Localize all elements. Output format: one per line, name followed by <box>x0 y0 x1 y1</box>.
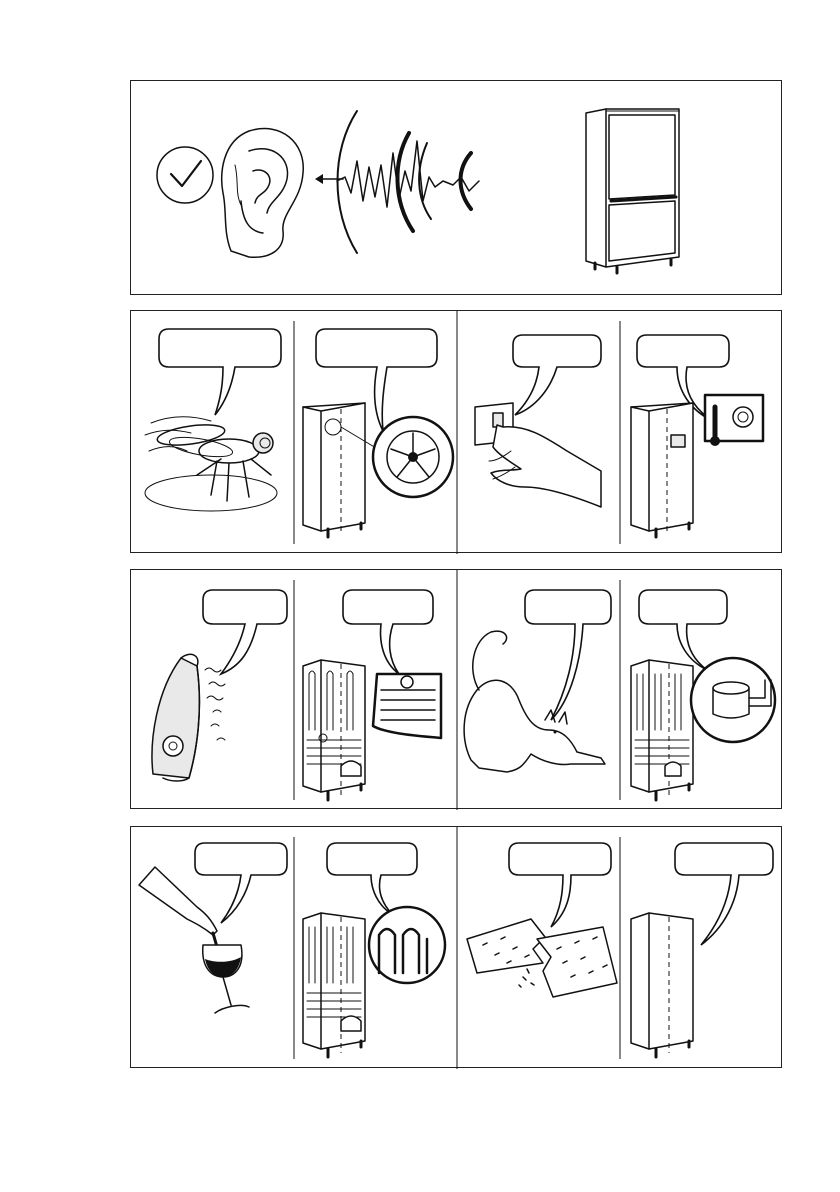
speech-bubble-crack-cracker <box>509 843 611 927</box>
arrow-left-icon <box>315 174 343 184</box>
sound-panel-row-3 <box>130 826 782 1068</box>
hand-switch-icon <box>475 335 601 507</box>
ear-icon <box>222 129 304 258</box>
cracker-icon <box>467 843 617 997</box>
speech-bubble-stretch-compressor <box>639 590 727 670</box>
fly-icon <box>145 329 281 511</box>
speech-bubble-hiss-iron <box>203 590 287 674</box>
intro-panel <box>130 80 782 295</box>
speech-bubble-stretch-cat <box>525 590 611 720</box>
fridge-compressor-detail-icon <box>631 590 775 800</box>
row-2-illustrations <box>131 570 783 810</box>
row-1-illustrations <box>131 311 783 554</box>
speech-bubble-gurgle-wine <box>195 843 287 923</box>
sound-panel-row-2 <box>130 569 782 809</box>
steam-iron-icon <box>152 590 287 781</box>
sound-panel-row-1 <box>130 310 782 553</box>
speech-bubble-buzz-fly <box>159 329 281 415</box>
fridge-thermostat-detail-icon <box>631 335 763 537</box>
speech-bubble-click-hand <box>513 335 601 415</box>
intro-illustration <box>131 81 783 296</box>
cat-stretch-icon <box>464 590 611 772</box>
fridge-coil-detail-icon <box>303 590 441 800</box>
fridge-fan-detail-icon <box>303 329 453 537</box>
fridge-cabinet-icon <box>631 843 773 1057</box>
sound-wave-icon <box>337 111 479 253</box>
speech-bubble-hiss-coil <box>343 590 433 674</box>
wine-pour-icon <box>139 843 287 1013</box>
checkmark-circle-icon <box>157 147 213 203</box>
row-3-illustrations <box>131 827 783 1069</box>
speech-bubble-gurgle-pipe <box>327 843 417 915</box>
fridge-freezer-icon <box>586 109 679 273</box>
fridge-pipe-detail-icon <box>303 843 445 1057</box>
